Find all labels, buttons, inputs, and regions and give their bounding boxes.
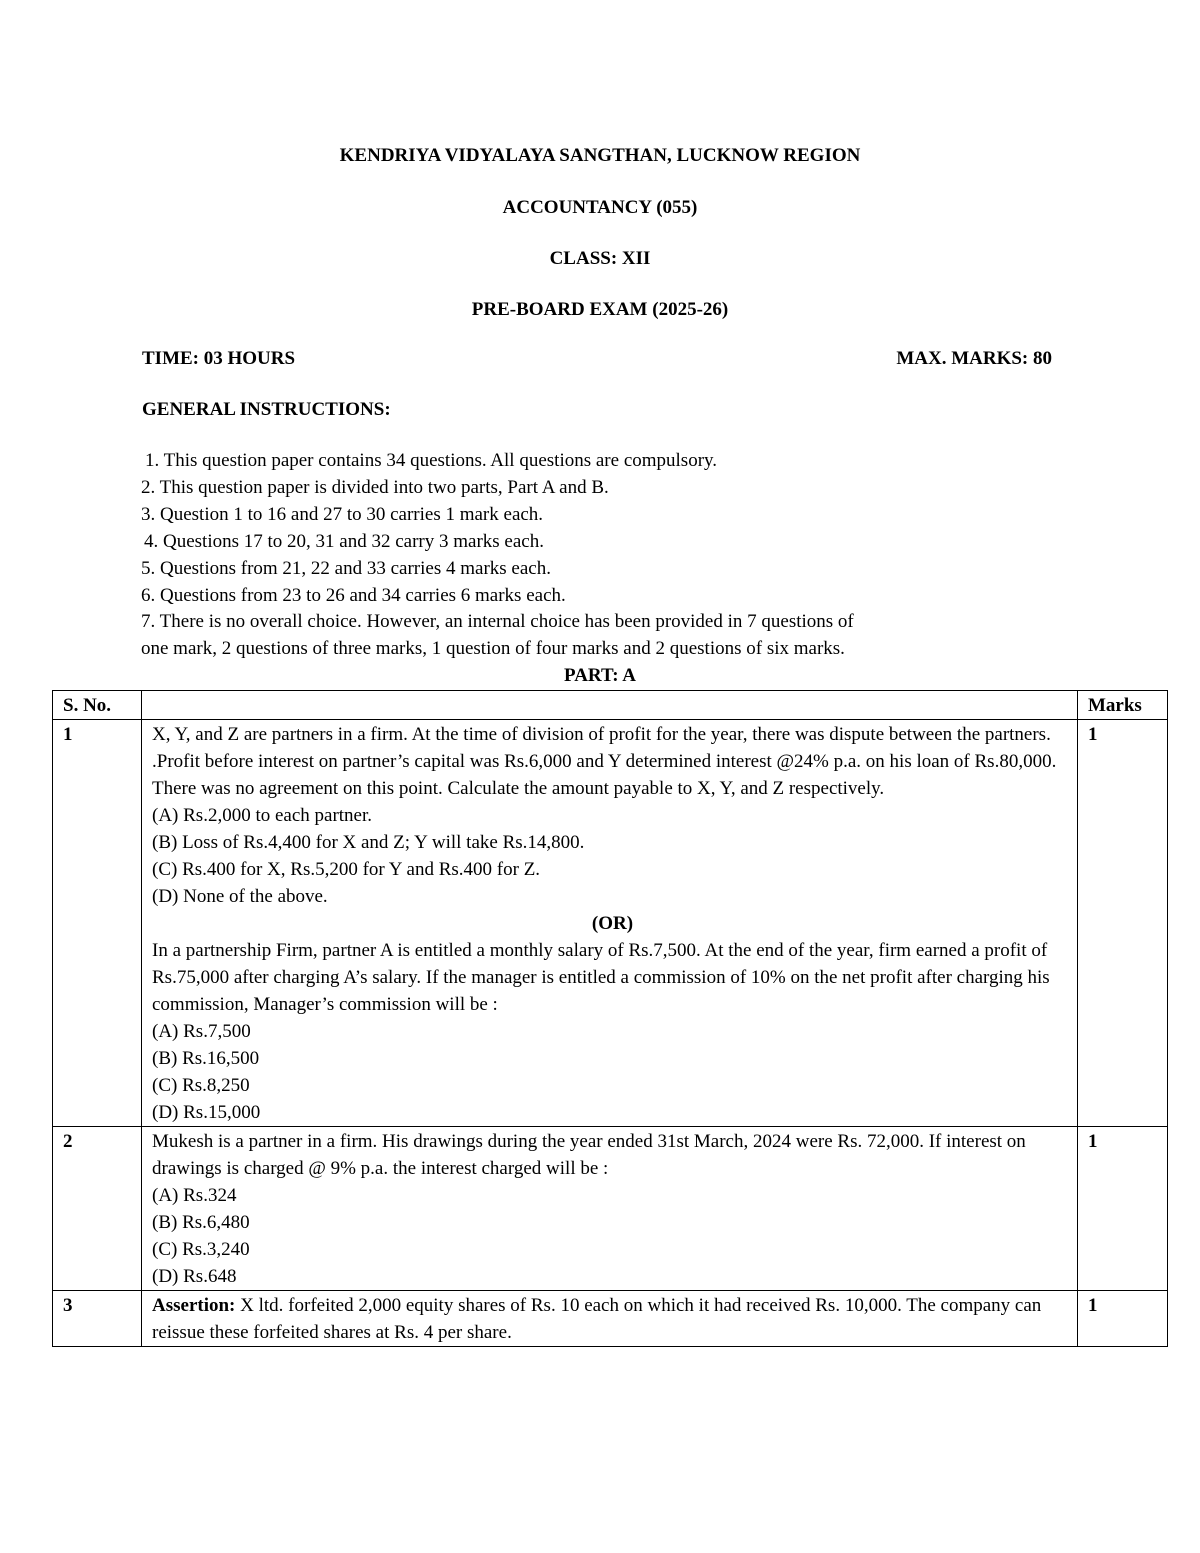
- instructions-list: [141, 448, 1041, 663]
- or-separator: (OR): [591, 913, 634, 934]
- instruction-item: 7. There is no overall choice. However, an internal choice has been provided in 7 questions of: [141, 611, 854, 633]
- questions-table: [52, 690, 1168, 1347]
- table-row: [53, 1127, 1168, 1291]
- question-marks: 1: [1078, 1291, 1168, 1347]
- assertion-label: Assertion:: [152, 1295, 236, 1316]
- sno-header: S. No.: [53, 691, 142, 720]
- option: (B) Rs.6,480: [152, 1212, 250, 1233]
- table-row: [53, 720, 1168, 1127]
- option: (A) Rs.7,500: [152, 1021, 251, 1042]
- max-marks: MAX. MARKS: 80: [896, 348, 1052, 369]
- question-text: Mukesh is a partner in a firm. His drawings during the year ended 31st March, 2024 were Rs. 72,000. If interest on drawings is charged @ 9% p.a. the interest charged will be :: [152, 1131, 1026, 1179]
- option: (A) Rs.324: [152, 1185, 237, 1206]
- option: (C) Rs.400 for X, Rs.5,200 for Y and Rs.400 for Z.: [152, 859, 541, 880]
- instruction-item: 1. This question paper contains 34 questions. All questions are compulsory.: [145, 450, 718, 471]
- question-text: X, Y, and Z are partners in a firm. At the time of division of profit for the year, there was dispute between the partners. .Profit before interest on partner’s capital was Rs.6,000 and Y determined interest @24% p.a. on his loan of Rs.80,000. There was no agreement on this point. Calculate the amount payable to X, Y, and Z respectively.: [152, 724, 1057, 799]
- option: (C) Rs.3,240: [152, 1239, 250, 1260]
- option: (B) Loss of Rs.4,400 for X and Z; Y will take Rs.14,800.: [152, 832, 585, 853]
- question-number: 3: [53, 1291, 142, 1347]
- marks-header: Marks: [1078, 691, 1168, 720]
- question-number: 1: [53, 720, 142, 1127]
- instruction-item: 2. This question paper is divided into two parts, Part A and B.: [141, 476, 609, 498]
- option: (A) Rs.2,000 to each partner.: [152, 805, 373, 826]
- table-row: [53, 1291, 1168, 1347]
- subject-title: ACCOUNTANCY (055): [502, 197, 698, 218]
- table-header-row: [53, 691, 1168, 720]
- question-cell: [142, 720, 1078, 1127]
- option: (D) Rs.15,000: [152, 1102, 261, 1123]
- class-title: CLASS: XII: [549, 248, 651, 269]
- exam-title: PRE-BOARD EXAM (2025-26): [471, 299, 729, 320]
- assertion-text: X ltd. forfeited 2,000 equity shares of Rs. 10 each on which it had received Rs. 10,000. The company can reissue these forfeited shares at Rs. 4 per share.: [152, 1295, 1042, 1343]
- option: (D) None of the above.: [152, 886, 328, 907]
- instruction-item: 3. Question 1 to 16 and 27 to 30 carries 1 mark each.: [141, 503, 544, 525]
- organization-title: KENDRIYA VIDYALAYA SANGTHAN, LUCKNOW REGION: [339, 145, 861, 166]
- instruction-item: 4. Questions 17 to 20, 31 and 32 carry 3 marks each.: [144, 530, 544, 552]
- part-title: PART: A: [564, 665, 636, 686]
- option: (B) Rs.16,500: [152, 1048, 260, 1069]
- option: (C) Rs.8,250: [152, 1075, 250, 1096]
- instruction-item: one mark, 2 questions of three marks, 1 question of four marks and 2 questions of six marks.: [141, 638, 845, 660]
- alternate-question-text: In a partnership Firm, partner A is entitled a monthly salary of Rs.7,500. At the end of the year, firm earned a profit of Rs.75,000 after charging A’s salary. If the manager is entitled a commission of 10% on the net profit after charging his commission, Manager’s commission will be :: [152, 940, 1050, 1015]
- exam-time: TIME: 03 HOURS: [142, 348, 296, 369]
- question-cell: [142, 1127, 1078, 1291]
- question-marks: 1: [1078, 720, 1168, 1127]
- question-number: 2: [53, 1127, 142, 1291]
- question-header: [142, 691, 1078, 720]
- instructions-title: GENERAL INSTRUCTIONS:: [142, 399, 391, 420]
- option: (D) Rs.648: [152, 1266, 237, 1287]
- question-cell: [142, 1291, 1078, 1347]
- question-marks: 1: [1078, 1127, 1168, 1291]
- instruction-item: 6. Questions from 23 to 26 and 34 carries 6 marks each.: [141, 584, 566, 606]
- instruction-item: 5. Questions from 21, 22 and 33 carries 4 marks each.: [141, 557, 551, 579]
- question-text: [152, 1292, 1073, 1346]
